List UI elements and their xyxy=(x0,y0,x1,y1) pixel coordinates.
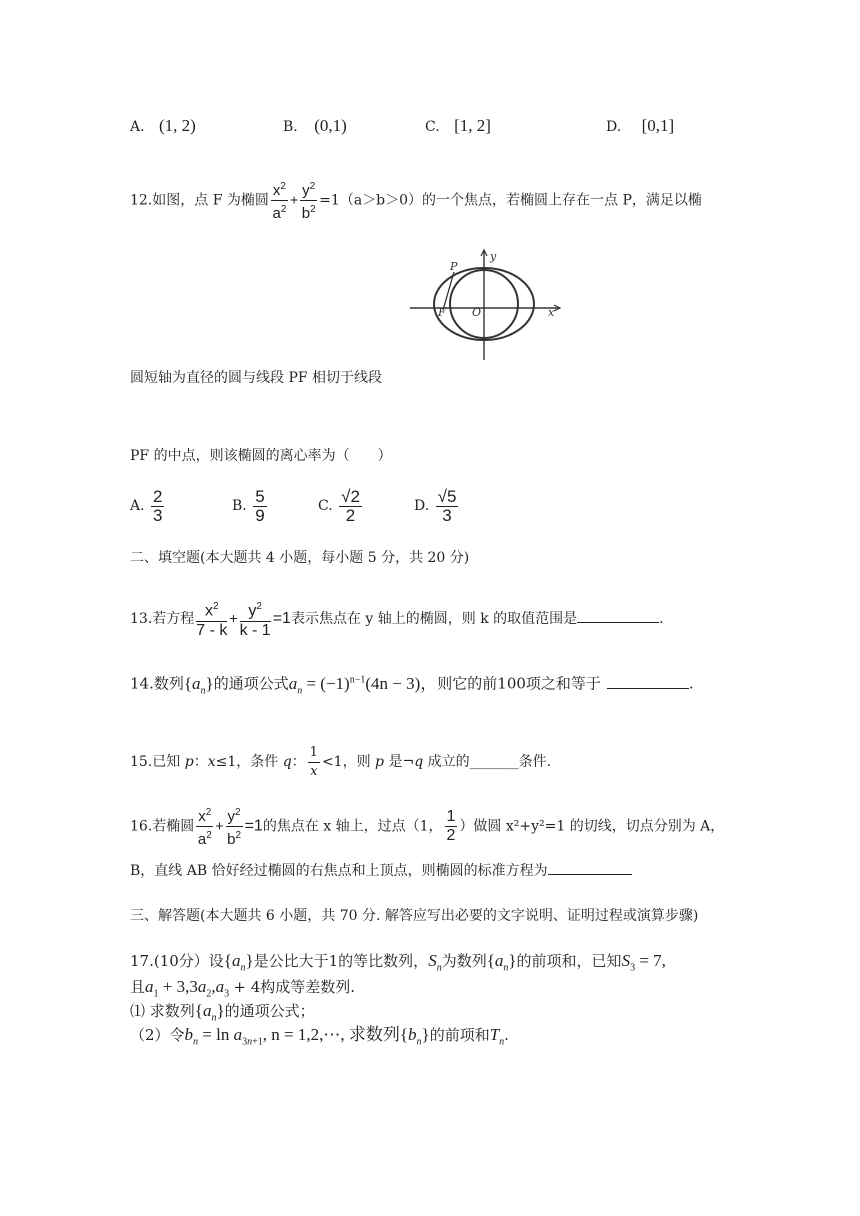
q13-stem: 13.若方程 $\frac{x^2}{7 - k}$ + $\frac{y^2}{k - 1}$ =1表示焦点在 y 轴上的椭圆，则 k 的取值范围是 . xyxy=(130,598,664,640)
q17-line2: 且$a_1 + 3,3a_2,a_3 + 4$构成等差数列. xyxy=(130,977,356,1000)
q16-stem: 16.若椭圆 $\frac{x^2}{a^2}$ + $\frac{y^2}{b^2}$ =1的焦点在 x 轴上，过点（1， $\frac{1}{2}$ ）做圆 x²+y²=1 的切线，切点分别为 A， xyxy=(130,804,724,849)
label-x: x xyxy=(548,306,555,319)
q16-answer-blank[interactable] xyxy=(548,860,632,875)
option-fraction: $\frac{5}{9}$ xyxy=(255,486,265,525)
q11-option-c xyxy=(425,116,491,137)
option-fraction: $\frac{2}{3}$ xyxy=(153,486,163,525)
q16-fraction-x: $\frac{x^2}{a^2}$ xyxy=(196,804,213,849)
q15-answer-blank[interactable]: 成立的_______条件. xyxy=(423,754,552,770)
label-y: y xyxy=(490,250,497,263)
option-letter: C. xyxy=(318,498,333,514)
q12-condition: =1（a＞b＞0）的一个焦点，若椭圆上存在一点 P，满足以椭 xyxy=(319,192,702,209)
q13-prefix: 13.若方程 xyxy=(130,611,195,627)
q17-line1: 17.(10分）设$\{a_n\}$是公比大于1的等比数列，$S_n$为数列$\{a_n\}$的前项和，已知$S_3 = 7$, xyxy=(130,951,666,974)
label-p: P xyxy=(450,260,458,273)
ellipse-fraction-x: $\frac{x^2}{a^2}$ xyxy=(271,178,288,223)
q13-answer-blank[interactable] xyxy=(577,608,659,623)
option-value: (0,1) xyxy=(314,116,347,135)
q14-prefix: 14.数列 xyxy=(130,674,184,693)
q13-fraction-y: $\frac{y^2}{k - 1}$ xyxy=(240,598,271,639)
option-letter: A. xyxy=(130,498,145,514)
label-f: F xyxy=(438,306,446,319)
option-letter: D. xyxy=(606,119,622,135)
denominator: a xyxy=(272,205,281,222)
numerator: y xyxy=(302,182,310,199)
option-letter: D. xyxy=(414,498,430,514)
q13-equals: =1 xyxy=(272,610,291,627)
option-value: [0,1] xyxy=(641,116,675,135)
option-fraction: $\frac{√5}{3}$ xyxy=(437,486,457,525)
q16-fraction-y: $\frac{y^2}{b^2}$ xyxy=(226,804,243,849)
q13-fraction-x: $\frac{x^2}{7 - k}$ xyxy=(196,598,227,639)
sum-sn: $S_n$ xyxy=(428,951,442,974)
option-letter: B. xyxy=(232,498,247,514)
q12-line3: PF 的中点，则该椭圆的离心率为（ ） xyxy=(130,448,392,464)
ellipse-fraction-y: $\frac{y^2}{b^2}$ xyxy=(300,178,317,223)
q14-stem xyxy=(130,668,694,703)
q15-stem: 15.已知 p：x≤1，条件 q： $\frac{1}{x}$ <1，则 p 是¬q 成立的_______条件. xyxy=(130,744,552,779)
s3-value: $S_3 = 7$, xyxy=(621,951,666,974)
q16-point-fraction: $\frac{1}{2}$ xyxy=(446,808,456,844)
q16-mid: 的焦点在 x 轴上，过点（1， xyxy=(262,818,443,835)
q12-option-c xyxy=(318,486,364,526)
q12-option-b xyxy=(232,486,269,526)
section-fill-in-title: 二、填空题(本大题共 4 小题，每小题 5 分，共 20 分) xyxy=(130,550,470,566)
q14-answer-blank[interactable] xyxy=(607,674,689,689)
q16-prefix: 16.若椭圆 xyxy=(130,818,195,835)
q14-text: 则它的前100项之和等于 xyxy=(437,674,601,693)
q16-line2: B，直线 AB 恰好经过椭圆的右焦点和上顶点，则椭圆的标准方程为 xyxy=(130,860,632,881)
q17-part2: （2）令$b_n = \ln a_{3n+1}$, n = 1,2,⋯, 求数列$\{b_n\}$的前项和$T_n$. xyxy=(130,1025,509,1048)
option-letter: C. xyxy=(425,119,440,135)
q14-mid: 的通项公式 xyxy=(213,674,289,693)
label-o: O xyxy=(472,306,482,319)
numerator: x xyxy=(272,182,281,199)
q16-post: ）做圆 x²+y²=1 的切线，切点分别为 A， xyxy=(459,818,725,835)
ellipse-figure xyxy=(410,242,570,362)
seq-an: $\{a_n\}$ xyxy=(183,673,214,697)
numerator: y xyxy=(248,602,257,620)
option-value: [1, 2] xyxy=(454,116,491,135)
q15-fraction: $\frac{1}{x}$ xyxy=(309,744,318,779)
q11-option-a xyxy=(130,116,196,137)
q13-end: . xyxy=(659,611,664,627)
q14-end: . xyxy=(688,674,694,693)
seq-an: $\{a_n\}$ xyxy=(223,951,254,974)
denominator: k - 1 xyxy=(239,621,271,639)
q11-option-d xyxy=(606,116,674,137)
denominator: 7 - k xyxy=(196,621,228,639)
q12-line2: 圆短轴为直径的圆与线段 PF 相切于线段 xyxy=(130,370,383,386)
option-fraction: $\frac{√2}{2}$ xyxy=(341,486,360,525)
q14-formula: $a_n = (-1)^{n-1}(4n - 3)$， xyxy=(288,673,438,697)
q12-stem: 12.如图，点 F 为椭圆 $\frac{x^2}{a^2}$ + $\frac{y^2}{b^2}$ =1（a＞b＞0）的一个焦点，若椭圆上存在一点 P，满足以椭 xyxy=(130,178,702,223)
q17-part1: ⑴ 求数列$\{a_n\}$的通项公式； xyxy=(130,1001,315,1024)
numerator: x xyxy=(205,602,214,620)
q13-text: 表示焦点在 y 轴上的椭圆，则 k 的取值范围是 xyxy=(290,611,578,627)
q12-option-d xyxy=(414,486,460,526)
option-letter: A. xyxy=(130,119,145,135)
option-letter: B. xyxy=(283,119,298,135)
section-solve-title: 三、解答题(本大题共 6 小题，共 70 分. 解答应写出必要的文字说明、证明过程或演算步骤) xyxy=(130,908,699,924)
q12-prefix: 12.如图，点 F 为椭圆 xyxy=(130,192,269,209)
option-value: (1, 2) xyxy=(159,116,196,135)
q11-option-b xyxy=(283,116,347,137)
q12-option-a xyxy=(130,486,166,526)
denominator: b xyxy=(301,205,311,222)
